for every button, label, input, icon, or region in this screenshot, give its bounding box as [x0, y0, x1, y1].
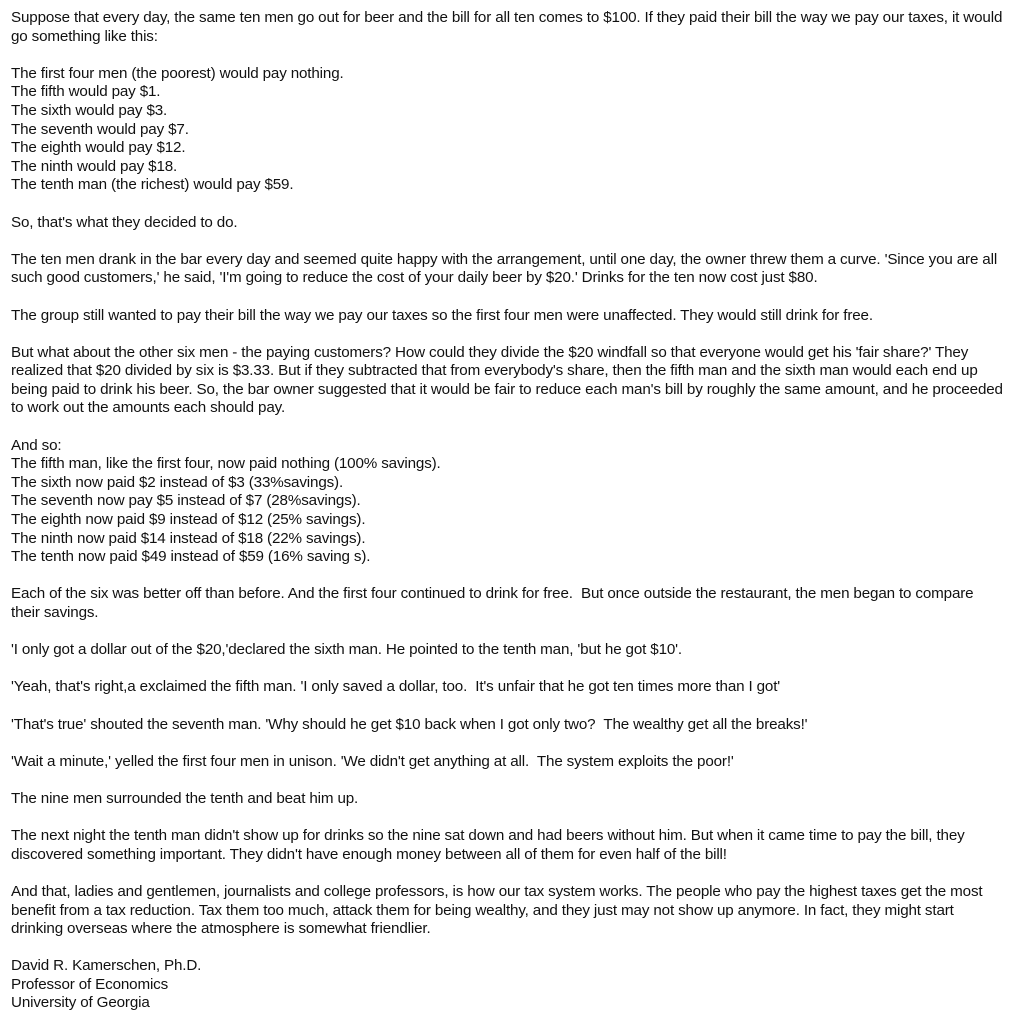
paragraph [11, 753, 1006, 772]
text-line: The ninth would pay $18. [11, 157, 178, 175]
paragraph [11, 344, 1006, 418]
text-line: Suppose that every day, the same ten men go out for beer and the bill for all ten comes to $100. If they paid their bill the way we pay our taxes, it would go something like this: [11, 9, 1007, 45]
text-line: The nine men surrounded the tenth and beat him up. [11, 789, 359, 807]
paragraph [11, 790, 1006, 809]
paragraph [11, 585, 1006, 622]
paragraph [11, 251, 1006, 288]
signature-institution: University of Georgia [11, 994, 150, 1012]
text-line: But what about the other six men - the paying customers? How could they divide the $20 windfall so that everyone would get his 'fair share?' They realized that $20 divided by six is $3.33. But if they subtracted that from everybody's share, then the fifth man and the sixth man would each end up being paid to drink his beer. So, the bar owner suggested that it would be fair to reduce each man's bill by roughly the same amount, and he proceeded to work out the amounts each should pay. [11, 343, 1007, 417]
text-line: The seventh now pay $5 instead of $7 (28%savings). [11, 492, 361, 510]
signature-name: David R. Kamerschen, Ph.D. [11, 957, 202, 975]
text-line: The first four men (the poorest) would pay nothing. [11, 64, 344, 82]
document-text [11, 9, 1006, 939]
text-line: The eighth would pay $12. [11, 139, 186, 157]
text-line: The group still wanted to pay their bill the way we pay our taxes so the first four men were unaffected. They would still drink for free. [11, 306, 873, 324]
text-line: And that, ladies and gentlemen, journalists and college professors, is how our tax system works. The people who pay the highest taxes get the most benefit from a tax reduction. Tax them too much, attack them for being wealthy, and they just may not show up anymore. In fact, they might start drinking overseas where the atmosphere is somewhat friendlier. [11, 882, 987, 938]
paragraph [11, 65, 1006, 195]
text-line: So, that's what they decided to do. [11, 213, 238, 231]
text-line: The tenth man (the richest) would pay $59. [11, 176, 294, 194]
text-line: The tenth now paid $49 instead of $59 (16% saving s). [11, 548, 371, 566]
text-line: 'I only got a dollar out of the $20,'declared the sixth man. He pointed to the tenth man, 'but he got $10'. [11, 641, 682, 659]
text-line: The next night the tenth man didn't show up for drinks so the nine sat down and had beers without him. But when it came time to pay the bill, they discovered something important. They didn't have enough money between all of them for even half of the bill! [11, 827, 969, 863]
text-line: And so: [11, 436, 62, 454]
paragraph [11, 641, 1006, 660]
text-line: 'Yeah, that's right,a exclaimed the fifth man. 'I only saved a dollar, too. It's unfair that he got ten times more than I got' [11, 678, 781, 696]
text-line: The sixth would pay $3. [11, 101, 168, 119]
text-line: The fifth would pay $1. [11, 83, 161, 101]
text-line: 'That's true' shouted the seventh man. 'Why should he get $10 back when I got only two? The wealthy get all the breaks!' [11, 715, 808, 733]
text-line: The seventh would pay $7. [11, 120, 189, 138]
text-line: The ninth now paid $14 instead of $18 (22% savings). [11, 529, 366, 547]
text-line: 'Wait a minute,' yelled the first four men in unison. 'We didn't get anything at all. The system exploits the poor!' [11, 752, 734, 770]
text-line: The sixth now paid $2 instead of $3 (33%savings). [11, 473, 344, 491]
paragraph [11, 307, 1006, 326]
paragraph [11, 883, 1006, 939]
paragraph [11, 9, 1006, 46]
text-line: The ten men drank in the bar every day and seemed quite happy with the arrangement, until one day, the owner threw them a curve. 'Since you are all such good customers,' he said, 'I'm going to reduce the cost of your daily beer by $20.' Drinks for the ten now cost just $80. [11, 250, 1002, 287]
text-line: The eighth now paid $9 instead of $12 (25% savings). [11, 511, 366, 529]
paragraph [11, 678, 1006, 697]
paragraph [11, 214, 1006, 233]
signature-title: Professor of Economics [11, 975, 169, 993]
text-line: The fifth man, like the first four, now paid nothing (100% savings). [11, 455, 441, 473]
paragraph [11, 437, 1006, 567]
paragraph [11, 827, 1006, 864]
text-line: Each of the six was better off than before. And the first four continued to drink for free. But once outside the restaurant, the men began to compare their savings. [11, 585, 978, 621]
signature-block [11, 957, 1006, 1013]
paragraph [11, 716, 1006, 735]
